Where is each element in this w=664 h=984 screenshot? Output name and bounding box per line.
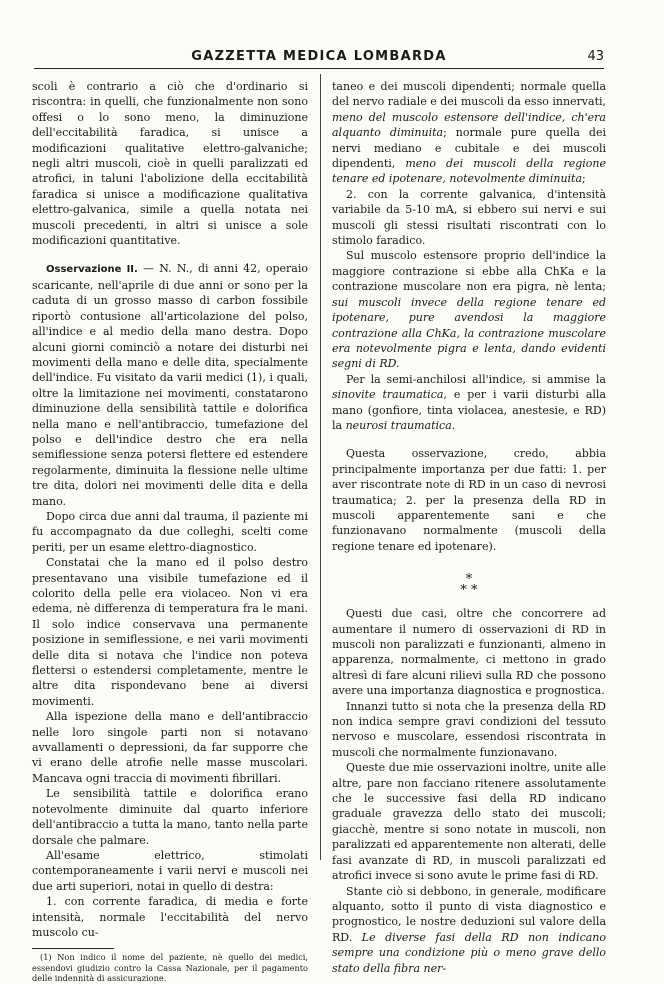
observation-paragraph bbox=[32, 261, 308, 509]
left-column bbox=[32, 79, 308, 984]
italic-run: sui muscoli invece della regione tenare ed ipotenare, pure avendosi la maggiore contrazione alla ChKa, la contrazione muscolare era notevolmente pigra e lenta, dando evidenti segni di RD. bbox=[332, 295, 606, 371]
column-divider bbox=[320, 74, 321, 860]
observation-heading: Osservazione II. bbox=[46, 264, 138, 276]
paragraph: Questa osservazione, credo, abbia principalmente importanza per due fatti: 1. per aver riscontrate note di RD in un caso di nevrosi traumatica; 2. per la presenza della RD in muscoli apparentemente sani e che funzionavano normalmente (muscoli della regione tenare ed ipotenare). bbox=[332, 447, 606, 553]
text-run: Per la semi-anchilosi all'indice, si ammise la bbox=[346, 372, 606, 386]
paragraph: Innanzi tutto si nota che la presenza della RD non indica sempre gravi condizioni del tessuto nervoso e muscolare, essendosi riscontrata in muscoli che normalmente funzionavano. bbox=[332, 699, 606, 759]
italic-run: neurosi traumatica bbox=[345, 418, 452, 432]
right-column bbox=[332, 79, 606, 976]
paragraph-text: — N. N., di anni 42, operaio scaricante, nell'aprile di due anni or sono per la caduta di un grosso masso di carbon fossibile riportò contusione all'articolazione del polso, all'indice e al medio della mano destra. Dopo alcuni giorni cominciò a notare dei disturbi nei movimenti della mano e delle dita, specialmente dell'indice. Fu visitato da varii medici (1), i quali, oltre la limitazione nei movimenti, constatarono diminuzione della sensibilità tattile e dolorifica nella mano e nell'antibraccio, tumefazione del polso e dell'indice destro che era nella semiflessione senza potersi flettere ed estendere regolarmente, diminuita la flessione nelle ultime tre dita, dolori nei movimenti delle dita e della mano. bbox=[32, 262, 308, 508]
paragraph: Dopo circa due anni dal trauma, il paziente mi fu accompagnato da due colleghi, scelti come periti, per un esame elettro-diagnostico. bbox=[32, 509, 308, 554]
paragraph: Queste due mie osservazioni inoltre, unite alle altre, pare non facciano ritenere assolutamente che le successive fasi della RD indicano graduale gravezza dello stato dei muscoli; giacchè, mentre si sono notate in muscoli, non paralizzati ed apparentemente non alterati, delle fasi avanzate di RD, in muscoli paralizzati ed atrofici invece si sono avute le prime fasi di RD. bbox=[332, 761, 606, 883]
paragraph: Le sensibilità tattile e dolorifica erano notevolmente diminuite dal quarto inferiore dell'antibraccio a tutta la mano, tanto nella parte dorsale che palmare. bbox=[32, 787, 308, 847]
footnote: (1) Non indico il nome del paziente, nè quello dei medici, essendovi giudizio contro la Cassa Nazionale, per il pagamento delle indennità di assicurazione. bbox=[32, 952, 308, 984]
text-run: Stante ciò si debbono, in generale, modificare alquanto, sotto il punto di vista diagnostico e prognostico, le nostre deduzioni sul valore della RD. bbox=[332, 884, 606, 944]
paragraph: Alla ispezione della mano e dell'antibraccio nelle loro singole parti non si notavano avvallamenti o depressioni, da far supporre che vi erano delle atrofie nelle masse muscolari. Mancava ogni traccia di movimenti fibrillari. bbox=[32, 710, 308, 785]
paragraph bbox=[332, 372, 606, 434]
text-run: Sul muscolo estensore proprio dell'indice la maggiore contrazione si ebbe alla ChKa e la contrazione muscolare non era pigra, nè lenta; bbox=[332, 249, 606, 294]
paragraph bbox=[332, 79, 606, 187]
running-header bbox=[34, 46, 604, 69]
italic-run: sinovite traumatica bbox=[332, 388, 444, 402]
paragraph: scoli è contrario a ciò che d'ordinario si riscontra: in quelli, che funzionalmente non sono offesi o lo sono meno, la diminuzione dell'eccitabilità faradica, si unisce a modificazioni qualitative elettro-galvaniche; negli altri muscoli, cioè in quelli paralizzati ed atrofici, in taluni l'abolizione della eccitabilità faradica si unisce a modificazione qualitativa elettro-galvanica, simile a quella notata nei muscoli precedenti, in altri si unisce a sole modificazioni quantitative. bbox=[32, 80, 308, 248]
page-number: 43 bbox=[587, 49, 604, 64]
asterism-top: * bbox=[465, 572, 473, 588]
text-run: . bbox=[451, 418, 456, 432]
paragraph: All'esame elettrico, stimolati contemporaneamente i varii nervi e muscoli nei due arti superiori, notai in quello di destra: bbox=[32, 848, 308, 893]
paragraph: Constatai che la mano ed il polso destro presentavano una visibile tumefazione ed il colorito della pelle era violaceo. Non vi era edema, nè differenza di temperatura fra le mani. Il solo indice conservava una permanente posizione in semiflessione, e nei varii movimenti delle dita si notava che l'indice non poteva flettersi o estendersi completamente, mentre le altre dita rispondevano bene ai diversi movimenti. bbox=[32, 556, 308, 708]
text-run: taneo e dei muscoli dipendenti; normale quella del nervo radiale e dei muscoli da esso innervati, bbox=[332, 80, 606, 109]
asterism-bottom: * * bbox=[460, 583, 478, 599]
paragraph: Questi due casi, oltre che concorrere ad aumentare il numero di osservazioni di RD in muscoli non paralizzati e funzionanti, almeno in apparenza, normalmente, ci mettono in grado altresì di fare alcuni rilievi sulla RD che possono avere una importanza diagnostica e prognostica. bbox=[332, 607, 606, 698]
italic-run: Le diverse fasi della RD non indicano sempre una condizione più o meno grave dello stato della fibra ner- bbox=[332, 930, 606, 975]
paragraph: 1. con corrente faradica, di media e forte intensità, normale l'eccitabilità del nervo muscolo cu- bbox=[32, 895, 308, 939]
italic-run: meno dei muscoli della regione tenare ed ipotenare, notevolmente diminuita bbox=[332, 157, 607, 186]
text-run: , e per i varii disturbi alla mano (gonfiore, tinta violacea, anestesie, e RD) la bbox=[332, 388, 606, 432]
text-run: ; bbox=[582, 172, 586, 186]
journal-title: GAZZETTA MEDICA LOMBARDA bbox=[191, 49, 447, 64]
section-separator-asterism bbox=[332, 574, 606, 600]
paragraph bbox=[332, 248, 606, 371]
text-run: ; normale pure quella dei nervi mediano e cubitale e dei muscoli dipendenti, bbox=[332, 126, 606, 171]
paragraph: 2. con la corrente galvanica, d'intensità variabile da 5-10 mA, si ebbero sui nervi e sui muscoli gli stessi risultati riscontrati con lo stimolo faradico. bbox=[332, 187, 606, 248]
footnote-divider bbox=[32, 948, 114, 949]
journal-page bbox=[30, 46, 607, 984]
paragraph bbox=[332, 884, 606, 976]
italic-run: meno del muscolo estensore dell'indice, ch'era alquanto diminuita bbox=[332, 110, 606, 140]
